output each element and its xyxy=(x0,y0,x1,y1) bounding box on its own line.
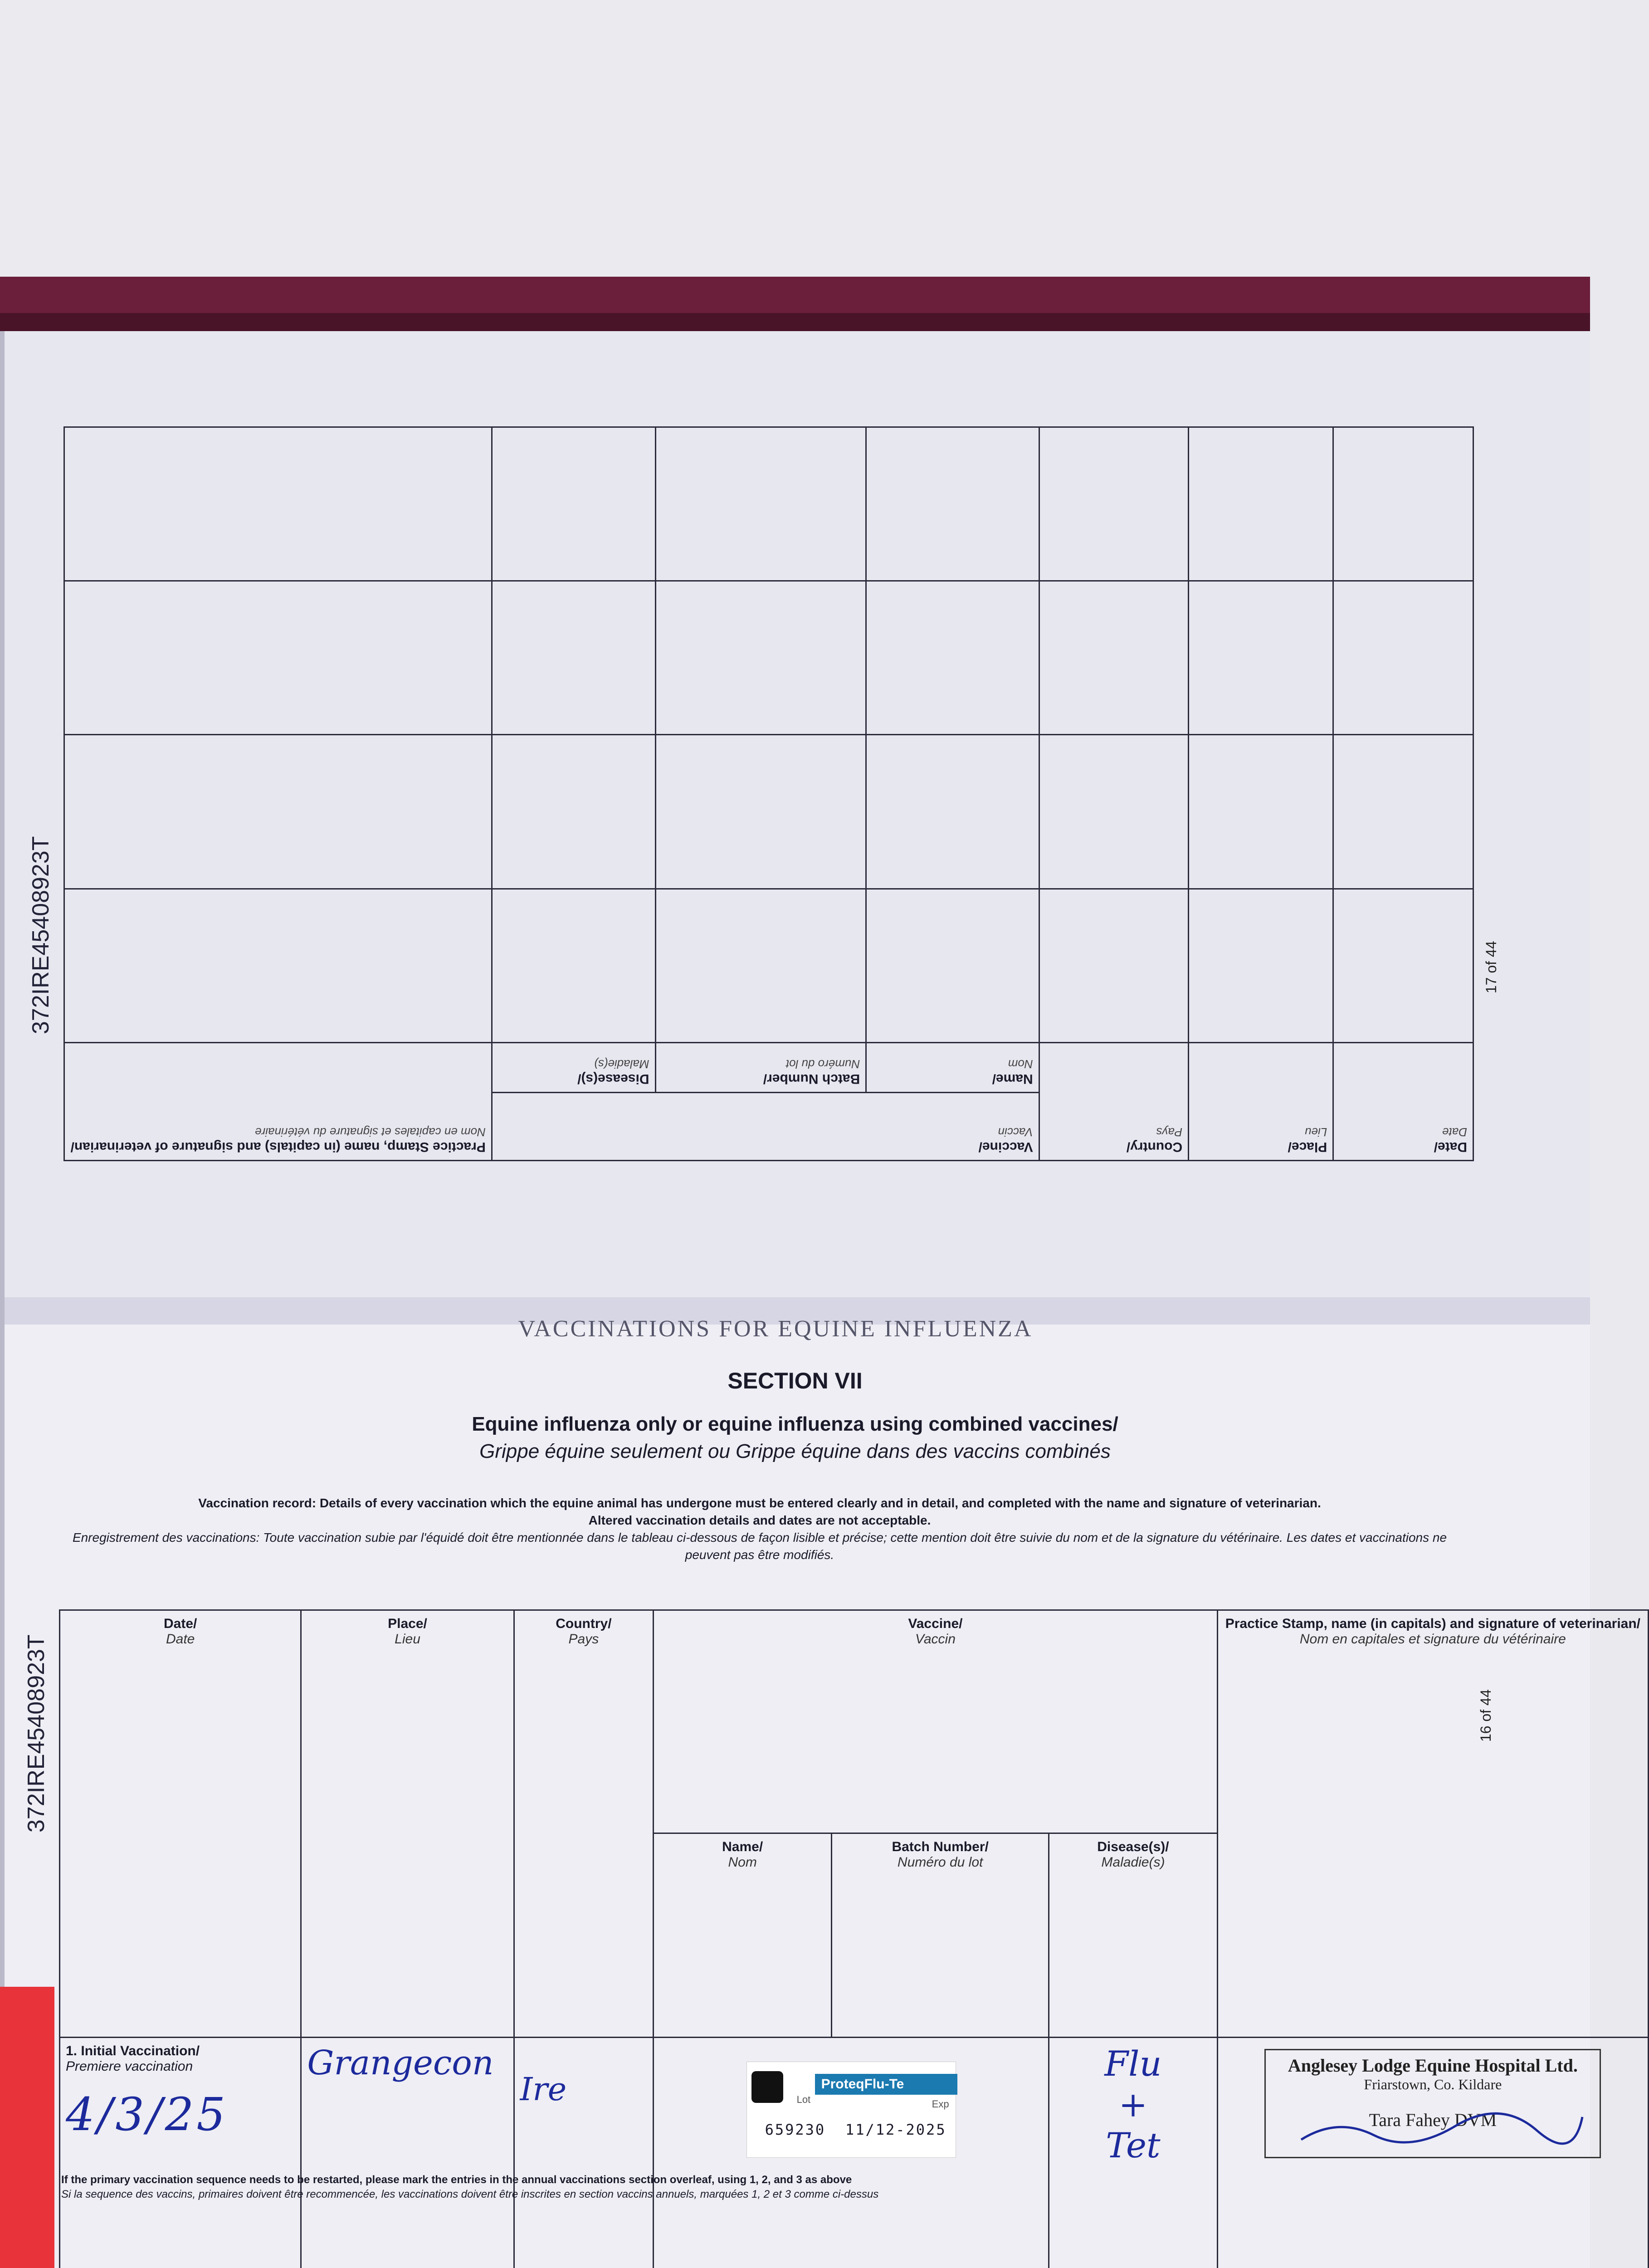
subtitle-english: Equine influenza only or equine influenza using combined vaccines/ xyxy=(472,1413,1118,1435)
col-disease-label: Disease(s)/ xyxy=(1097,1839,1169,1854)
row-label-cell xyxy=(60,2038,301,2268)
col-place-label: Place/ xyxy=(388,1616,427,1631)
col-country-fr: Pays xyxy=(568,1632,599,1647)
vaccination-table xyxy=(59,1609,1649,2268)
subtitle-french: Grippe équine seulement ou Grippe équine dans des vaccins combinés xyxy=(479,1440,1111,1462)
stamp-practice-name: Anglesey Lodge Equine Hospital Ltd. xyxy=(1288,2055,1578,2076)
col-place-fr: Lieu xyxy=(395,1632,420,1647)
serial-number-upper: 372IRE45408923T xyxy=(28,836,54,1034)
col-vaccine xyxy=(654,1610,1218,1833)
disease-flu: Flu xyxy=(1104,2043,1162,2084)
row-label-fr: Premiere vaccination xyxy=(66,2059,193,2074)
disease-tet: Tet xyxy=(1106,2125,1161,2166)
upper-vaccine-label: Vaccine/ xyxy=(978,1139,1033,1154)
upper-table-grid xyxy=(63,426,1474,1161)
col-country-label: Country/ xyxy=(556,1616,612,1631)
col-disease-fr: Maladie(s) xyxy=(1101,1854,1165,1870)
cover-shadow xyxy=(0,313,1590,331)
col-name-fr: Nom xyxy=(728,1854,757,1870)
practice-stamp xyxy=(1264,2049,1601,2158)
page-number-upper: 17 of 44 xyxy=(1483,941,1499,993)
col-stamp xyxy=(1217,1610,1648,2038)
col-date-fr: Date xyxy=(166,1632,195,1647)
upper-row-empty xyxy=(64,889,1473,1042)
stamp-cell xyxy=(1217,2038,1648,2268)
lot-label: Lot xyxy=(796,2094,811,2106)
vaccination-record-instructions xyxy=(59,1495,1460,1564)
section-title: SECTION VII xyxy=(727,1368,863,1393)
footer-note-fr: Si la sequence des vaccins, primaires doivent être recommencée, les vaccinations doivent être inscrites en section vaccins annuels, marquées 1, 2 et 3 comme ci-dessus xyxy=(61,2188,879,2200)
upper-batch-label: Batch Number/ xyxy=(763,1071,860,1086)
upper-stamp-fr: Nom en capitales et signature du vétérinaire xyxy=(255,1125,486,1139)
col-disease xyxy=(1049,1833,1218,2038)
upper-country-fr: Pays xyxy=(1156,1125,1183,1139)
col-date xyxy=(60,1610,301,2038)
place-cell xyxy=(301,2038,514,2268)
footer-note-en: If the primary vaccination sequence needs to be restarted, please mark the entries in the annual vaccinations section overleaf, using 1, 2, and 3 as above xyxy=(61,2174,852,2186)
upper-col-stamp xyxy=(64,1043,492,1161)
vaccine-sticker xyxy=(746,2062,956,2158)
vaccine-logo-icon xyxy=(751,2071,783,2103)
section-band-title: VACCINATIONS FOR EQUINE INFLUENZA xyxy=(518,1316,1033,1342)
upper-vaccination-table xyxy=(63,426,1474,1161)
stamp-address: Friarstown, Co. Kildare xyxy=(1364,2076,1502,2093)
table-row xyxy=(60,2038,1649,2268)
expiry-date: 11/12-2025 xyxy=(845,2121,946,2139)
upper-name-label: Name/ xyxy=(992,1071,1033,1086)
upper-col-place xyxy=(1189,1043,1333,1161)
handwritten-date: 4/3/25 xyxy=(66,2088,228,2141)
record-instruction-fr: Enregistrement des vaccinations: Toute vaccination subie par l'équidé doit être mentionnée dans le tableau ci-dessous de façon lisible et précise; cette mention doit être suivie du nom et de la signature du vétérinaire. Les dates et vaccinations ne peuvent pas être modifiés. xyxy=(72,1530,1447,1562)
page-tab-marker xyxy=(0,1987,54,2268)
upper-place-label: Place/ xyxy=(1288,1139,1327,1154)
col-stamp-label: Practice Stamp, name (in capitals) and signature of veterinarian/ xyxy=(1225,1616,1641,1631)
upper-disease-label: Disease(s)/ xyxy=(577,1071,649,1086)
upper-row-empty xyxy=(64,735,1473,889)
record-instruction-en-2: Altered vaccination details and dates are not acceptable. xyxy=(588,1513,931,1527)
upper-row-empty xyxy=(64,581,1473,735)
upper-row-empty xyxy=(64,427,1473,581)
upper-vaccine-fr: Vaccin xyxy=(998,1125,1033,1139)
col-name-label: Name/ xyxy=(722,1839,763,1854)
upper-col-name xyxy=(866,1043,1039,1093)
upper-col-country xyxy=(1039,1043,1189,1161)
disease-cell xyxy=(1049,2038,1218,2268)
upper-col-vaccine xyxy=(492,1093,1039,1161)
disease-plus: + xyxy=(1118,2084,1148,2125)
upper-name-fr: Nom xyxy=(1008,1057,1033,1071)
col-batch xyxy=(832,1833,1049,2038)
col-stamp-fr: Nom en capitales et signature du vétérinaire xyxy=(1299,1632,1566,1647)
upper-col-date xyxy=(1333,1043,1473,1161)
upper-stamp-label: Practice Stamp, name (in capitals) and signature of veterinarian/ xyxy=(70,1139,486,1154)
page-edge xyxy=(0,331,5,2268)
col-date-label: Date/ xyxy=(164,1616,197,1631)
col-country xyxy=(514,1610,653,2038)
vaccine-label-cell xyxy=(654,2038,1049,2268)
upper-col-batch xyxy=(655,1043,866,1093)
col-name xyxy=(654,1833,832,2038)
upper-date-label: Date/ xyxy=(1434,1139,1467,1154)
upper-place-fr: Lieu xyxy=(1305,1125,1327,1139)
col-vaccine-label: Vaccine/ xyxy=(908,1616,963,1631)
lot-number: 659230 xyxy=(765,2121,826,2139)
handwritten-country: Ire xyxy=(520,2071,567,2108)
upper-disease-fr: Maladie(s) xyxy=(594,1057,649,1071)
scanner-bed xyxy=(0,0,1590,281)
record-instruction-en: Vaccination record: Details of every vaccination which the equine animal has undergone must be entered clearly and in detail, and completed with the name and signature of veterinarian. xyxy=(198,1496,1321,1510)
stamp-vet-name: Tara Fahey DVM xyxy=(1369,2110,1497,2131)
upper-country-label: Country/ xyxy=(1126,1139,1183,1154)
col-batch-label: Batch Number/ xyxy=(892,1839,989,1854)
col-batch-fr: Numéro du lot xyxy=(897,1854,983,1870)
signature xyxy=(1283,2112,1582,2144)
serial-number-lower: 372IRE45408923T xyxy=(23,1634,49,1833)
upper-col-disease xyxy=(492,1043,655,1093)
footer-note xyxy=(61,2173,1512,2202)
col-place xyxy=(301,1610,514,2038)
handwritten-place: Grangecon xyxy=(307,2043,494,2083)
row-label: 1. Initial Vaccination/ xyxy=(66,2043,200,2059)
exp-label: Exp xyxy=(932,2098,949,2110)
vaccine-brand: ProteqFlu-Te xyxy=(815,2074,957,2095)
country-cell xyxy=(514,2038,653,2268)
col-vaccine-fr: Vaccin xyxy=(915,1632,956,1647)
upper-date-fr: Date xyxy=(1442,1125,1467,1139)
page-number-lower: 16 of 44 xyxy=(1478,1689,1494,1742)
upper-batch-fr: Numéro du lot xyxy=(785,1057,860,1071)
